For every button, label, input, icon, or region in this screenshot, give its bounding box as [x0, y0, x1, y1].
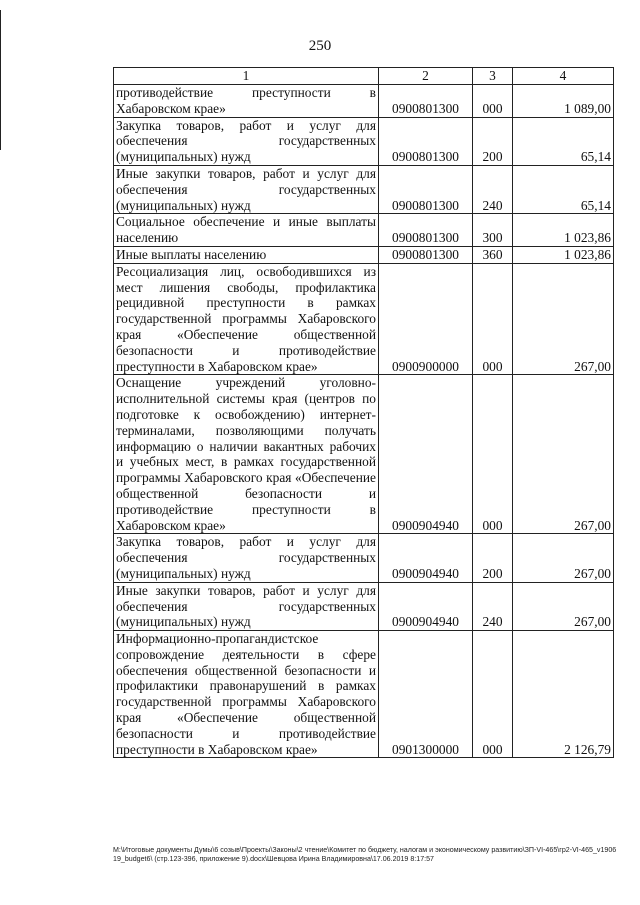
row-expense-type: 300	[473, 214, 513, 247]
row-name: Ресоциализация лиц, освободившихся из мест лишения свободы, профилактика рецидивной преступности в рамках государственной программы Хабаровского края «Обеспечение общественной безопасности и противодействие преступности в Хабаровском крае»	[114, 263, 379, 375]
row-expense-type: 000	[473, 85, 513, 118]
row-name: Оснащение учреждений уголовно-исполнительной системы края (центров по подготовке к освобождению) интернет-терминалами, позволяющими получать информацию о наличии вакантных рабочих и учебных мест, в рамках государственной программы Хабаровского края «Обеспечение общественной безопасности и противодействие преступности в Хабаровском крае»	[114, 375, 379, 534]
row-name: Закупка товаров, работ и услуг для обеспечения государственных (муниципальных) нужд	[114, 117, 379, 165]
table-row	[114, 246, 614, 263]
budget-table	[113, 67, 614, 758]
header-col-2: 2	[379, 68, 473, 85]
table-row	[114, 534, 614, 582]
row-expense-type: 240	[473, 165, 513, 213]
table-row	[114, 214, 614, 247]
row-sum: 267,00	[513, 534, 614, 582]
row-expense-type: 000	[473, 375, 513, 534]
row-target-code: 0900801300	[379, 117, 473, 165]
table-row	[114, 263, 614, 375]
margin-mark	[0, 10, 1, 150]
document-path-footer: М:\Итоговые документы Думы\6 созыв\Проекты\Законы\2 чтение\Комитет по бюджету, налогам и экономическому развитию\ЗП-VI-465\гр2-VI-465_v190619_budget6\ (стр.123-396, приложение 9).docx\Шевцова Ирина Владимировна\17.06.2019 8:17:57	[113, 846, 617, 863]
row-expense-type: 000	[473, 631, 513, 758]
row-sum: 267,00	[513, 582, 614, 630]
row-expense-type: 000	[473, 263, 513, 375]
row-expense-type: 360	[473, 246, 513, 263]
row-target-code: 0900904940	[379, 582, 473, 630]
table-row	[114, 165, 614, 213]
row-name: противодействие преступности в Хабаровском крае»	[114, 85, 379, 118]
header-col-1: 1	[114, 68, 379, 85]
row-target-code: 0900801300	[379, 165, 473, 213]
row-expense-type: 240	[473, 582, 513, 630]
table-header-row	[114, 68, 614, 85]
row-name: Иные закупки товаров, работ и услуг для обеспечения государственных (муниципальных) нужд	[114, 165, 379, 213]
row-sum: 1 089,00	[513, 85, 614, 118]
row-expense-type: 200	[473, 117, 513, 165]
row-name: Иные выплаты населению	[114, 246, 379, 263]
row-name: Закупка товаров, работ и услуг для обеспечения государственных (муниципальных) нужд	[114, 534, 379, 582]
row-target-code: 0900801300	[379, 246, 473, 263]
row-expense-type: 200	[473, 534, 513, 582]
row-target-code: 0900801300	[379, 214, 473, 247]
row-name: Иные закупки товаров, работ и услуг для обеспечения государственных (муниципальных) нужд	[114, 582, 379, 630]
table-row	[114, 631, 614, 758]
table-row	[114, 582, 614, 630]
row-sum: 267,00	[513, 263, 614, 375]
table-row	[114, 375, 614, 534]
row-target-code: 0900904940	[379, 534, 473, 582]
row-target-code: 0900801300	[379, 85, 473, 118]
row-sum: 1 023,86	[513, 246, 614, 263]
page-number: 250	[308, 38, 332, 54]
table-row	[114, 117, 614, 165]
row-sum: 267,00	[513, 375, 614, 534]
row-sum: 1 023,86	[513, 214, 614, 247]
row-sum: 65,14	[513, 165, 614, 213]
row-target-code: 0901300000	[379, 631, 473, 758]
header-col-4: 4	[513, 68, 614, 85]
row-target-code: 0900904940	[379, 375, 473, 534]
row-name: Социальное обеспечение и иные выплаты населению	[114, 214, 379, 247]
row-name: Информационно-пропагандистское сопровождение деятельности в сфере обеспечения общественной безопасности и профилактики правонарушений в рамках государственной программы Хабаровского края «Обеспечение общественной безопасности и противодействие преступности в Хабаровском крае»	[114, 631, 379, 758]
table-row	[114, 85, 614, 118]
header-col-3: 3	[473, 68, 513, 85]
row-sum: 2 126,79	[513, 631, 614, 758]
row-sum: 65,14	[513, 117, 614, 165]
row-target-code: 0900900000	[379, 263, 473, 375]
